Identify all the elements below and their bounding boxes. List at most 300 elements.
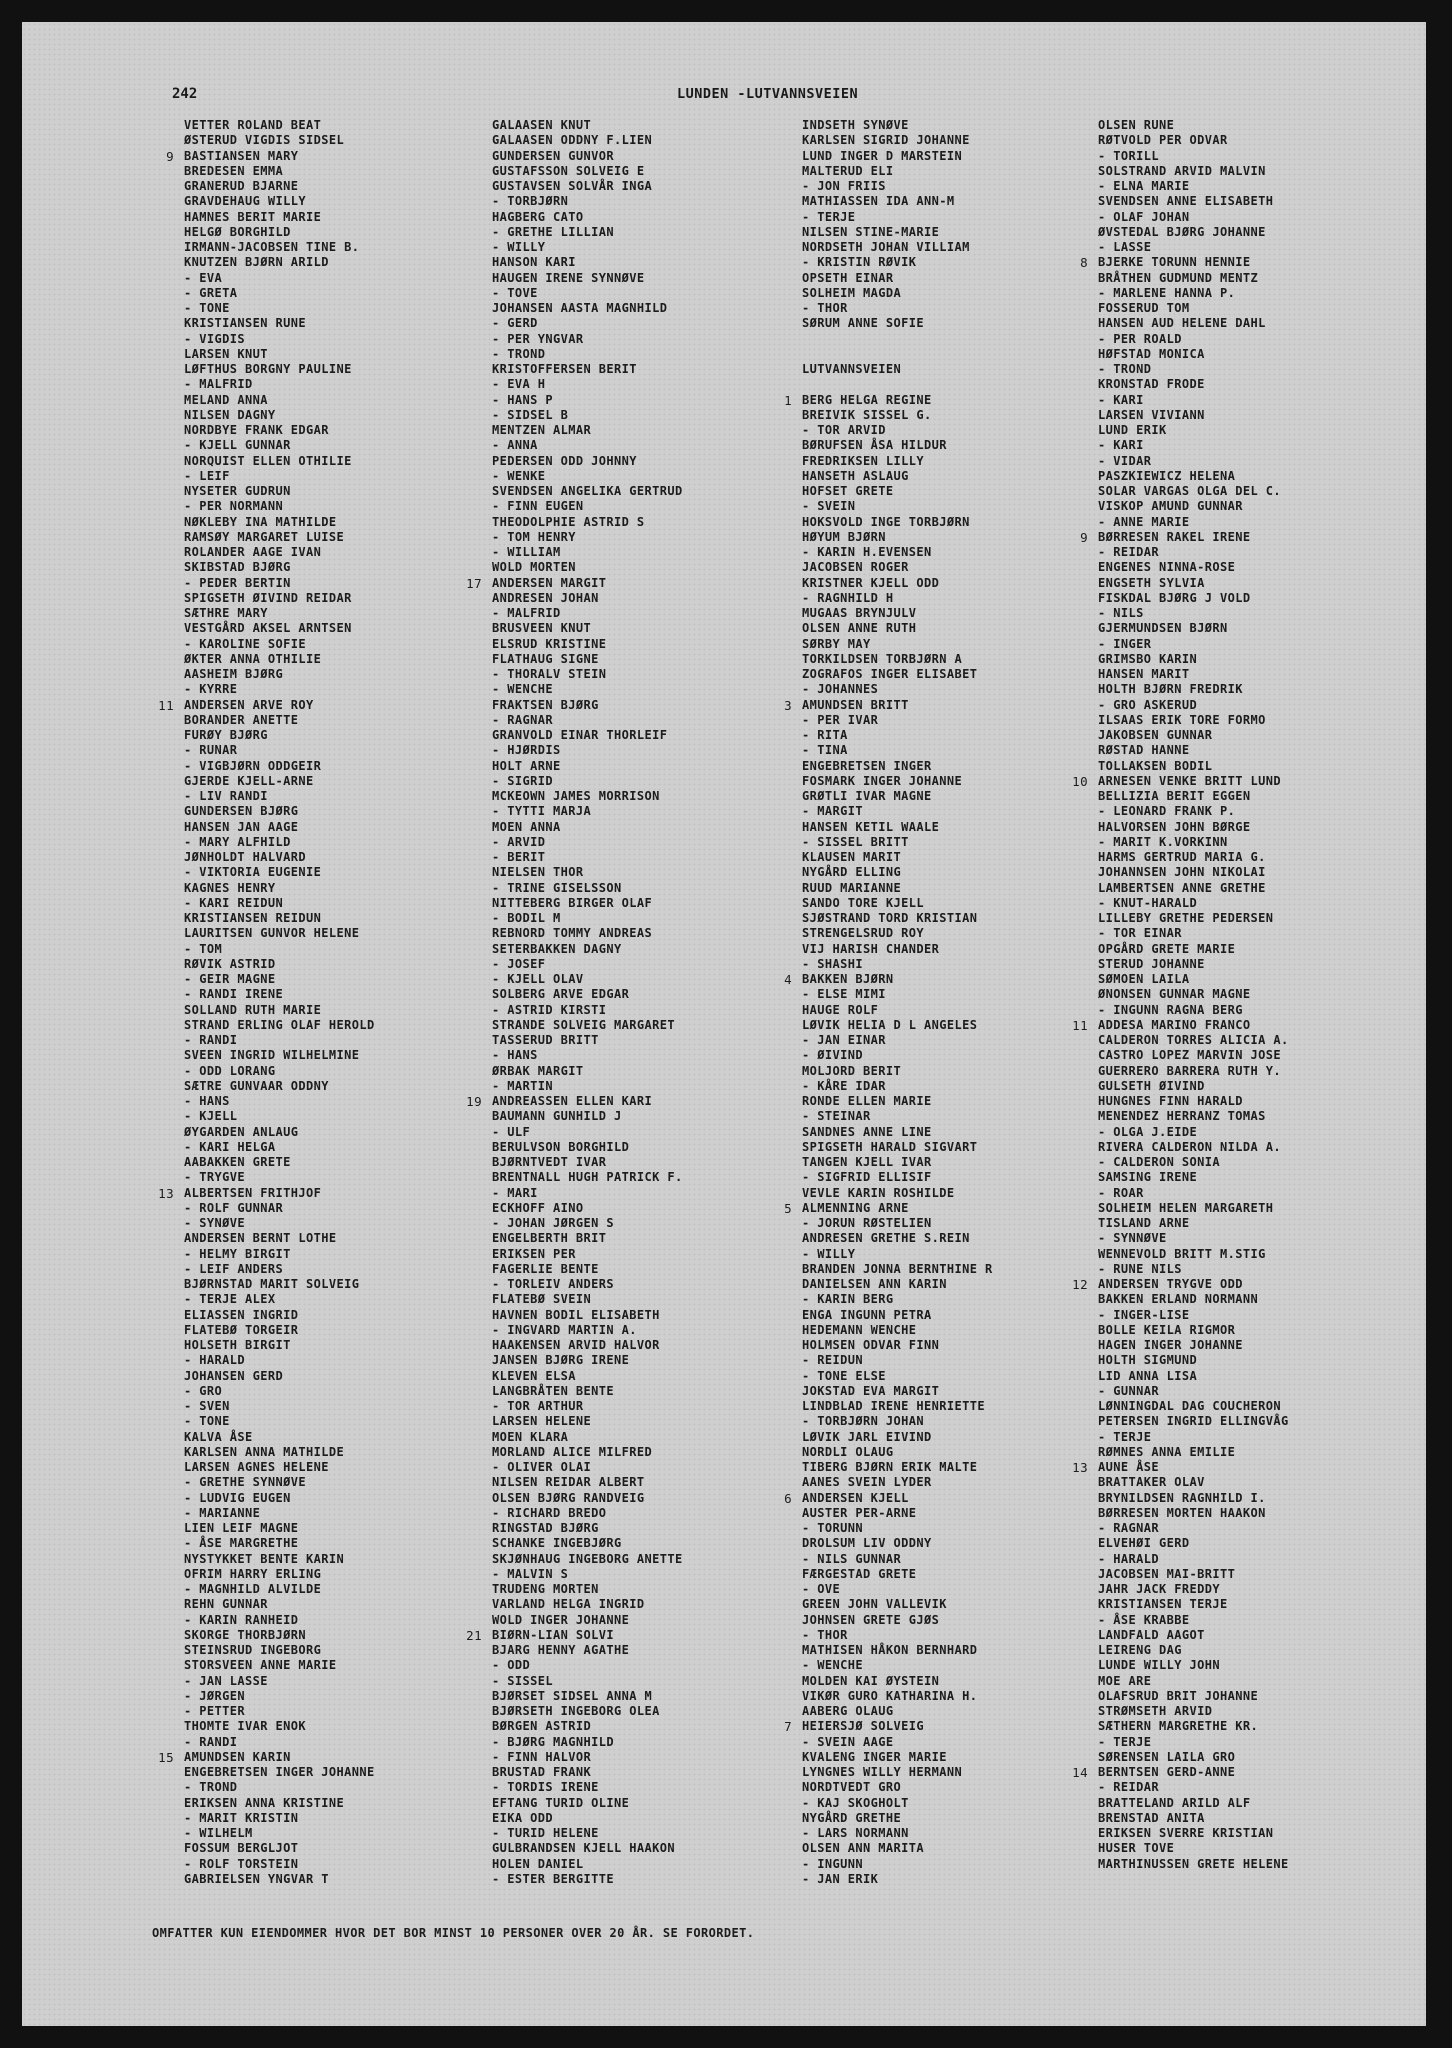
resident-entry bbox=[492, 1170, 683, 1185]
resident-entry bbox=[784, 1719, 993, 1735]
resident-entry bbox=[802, 682, 993, 697]
resident-entry bbox=[184, 713, 375, 728]
resident-entry bbox=[802, 1826, 993, 1841]
resident-name: GRANERUD BJARNE bbox=[184, 179, 299, 193]
resident-entry bbox=[184, 1262, 375, 1277]
resident-name: - FINN HALVOR bbox=[492, 1749, 592, 1764]
resident-name: - OLIVER OLAI bbox=[492, 1460, 592, 1474]
resident-entry bbox=[184, 1445, 375, 1460]
resident-entry bbox=[802, 576, 993, 591]
resident-name: - GERD bbox=[492, 316, 538, 331]
resident-name: ANDRESEN JOHAN bbox=[492, 590, 599, 605]
resident-entry bbox=[1098, 316, 1289, 331]
resident-entry bbox=[1098, 713, 1289, 728]
resident-entry bbox=[1098, 652, 1289, 667]
resident-name: HOLTH SIGMUND bbox=[1098, 1353, 1198, 1368]
resident-entry bbox=[802, 774, 993, 789]
resident-entry bbox=[802, 1079, 993, 1094]
resident-entry bbox=[1098, 1201, 1289, 1216]
resident-entry bbox=[1098, 1491, 1289, 1506]
resident-name: - PER NORMANN bbox=[184, 499, 284, 514]
resident-name: - GRO ASKERUD bbox=[1098, 697, 1198, 712]
resident-entry bbox=[184, 1872, 375, 1887]
resident-entry bbox=[802, 408, 993, 423]
resident-entry bbox=[784, 697, 993, 713]
resident-entry bbox=[492, 1796, 683, 1811]
resident-name: - ASTRID KIRSTI bbox=[492, 1002, 607, 1017]
resident-entry bbox=[802, 499, 993, 514]
resident-entry bbox=[1098, 454, 1289, 469]
resident-name: - WILLIAM bbox=[492, 545, 561, 559]
resident-name: - TOR EINAR bbox=[1098, 926, 1182, 941]
resident-entry bbox=[184, 1003, 375, 1018]
resident-entry bbox=[1098, 1414, 1289, 1429]
resident-entry bbox=[184, 1475, 375, 1490]
resident-entry bbox=[492, 1643, 683, 1658]
resident-entry bbox=[184, 1018, 375, 1033]
house-number: 17 bbox=[466, 575, 482, 591]
resident-entry bbox=[184, 1140, 375, 1155]
resident-name: STORSVEEN ANNE MARIE bbox=[184, 1658, 337, 1673]
resident-name: BJERKE TORUNN HENNIE bbox=[1098, 255, 1251, 270]
resident-entry bbox=[802, 820, 993, 835]
resident-entry bbox=[184, 759, 375, 774]
resident-name: - GRETHE LILLIAN bbox=[492, 224, 614, 239]
resident-entry bbox=[184, 1643, 375, 1658]
resident-name: - PETTER bbox=[184, 1704, 245, 1718]
resident-name: VESTGÅRD AKSEL ARNTSEN bbox=[184, 621, 352, 636]
resident-entry bbox=[802, 164, 993, 179]
resident-name: VIKØR GURO KATHARINA H. bbox=[802, 1688, 978, 1703]
resident-name: - THORALV STEIN bbox=[492, 667, 607, 681]
resident-name: - HARALD bbox=[184, 1353, 245, 1368]
resident-name: ANDREASSEN ELLEN KARI bbox=[492, 1094, 653, 1108]
resident-name: - ODD LORANG bbox=[184, 1063, 276, 1078]
resident-entry bbox=[184, 850, 375, 865]
resident-name: - SIDSEL B bbox=[492, 407, 569, 422]
resident-entry bbox=[492, 225, 683, 240]
resident-name: KRISTIANSEN TERJE bbox=[1098, 1597, 1228, 1612]
resident-name: ALBERTSEN FRITHJOF bbox=[184, 1185, 322, 1200]
resident-entry bbox=[802, 911, 993, 926]
resident-entry bbox=[492, 301, 683, 316]
resident-name: - INGUNN RAGNA BERG bbox=[1098, 1002, 1243, 1017]
resident-name: OFRIM HARRY ERLING bbox=[184, 1566, 322, 1581]
resident-entry bbox=[492, 347, 683, 362]
resident-name: - TERJE bbox=[802, 209, 856, 224]
resident-name: - BJØRG MAGNHILD bbox=[492, 1734, 614, 1749]
resident-name: - KÅRE IDAR bbox=[802, 1078, 886, 1093]
resident-entry bbox=[802, 881, 993, 896]
resident-name: - BODIL M bbox=[492, 911, 561, 925]
resident-name: NØKLEBY INA MATHILDE bbox=[184, 514, 337, 529]
resident-name: NORDTVEDT GRO bbox=[802, 1780, 902, 1795]
resident-entry bbox=[1098, 1704, 1289, 1719]
resident-entry bbox=[492, 667, 683, 682]
resident-entry bbox=[1098, 850, 1289, 865]
resident-name: LUNDE WILLY JOHN bbox=[1098, 1658, 1220, 1673]
resident-name: - KYRRE bbox=[184, 682, 238, 697]
resident-entry bbox=[802, 179, 993, 194]
resident-entry bbox=[1098, 377, 1289, 392]
resident-entry bbox=[802, 1689, 993, 1704]
resident-entry bbox=[184, 1597, 375, 1612]
resident-name: SØMOEN LAILA bbox=[1098, 972, 1190, 986]
resident-name: GABRIELSEN YNGVAR T bbox=[184, 1871, 329, 1886]
resident-name: JOHANSEN AASTA MAGNHILD bbox=[492, 301, 668, 315]
resident-entry bbox=[1098, 1658, 1289, 1673]
resident-entry bbox=[492, 1247, 683, 1262]
resident-entry bbox=[492, 393, 683, 408]
resident-entry bbox=[802, 1872, 993, 1887]
resident-entry bbox=[184, 1308, 375, 1323]
resident-entry bbox=[492, 1338, 683, 1353]
resident-name: LUND INGER D MARSTEIN bbox=[802, 148, 963, 163]
resident-name: - TORBJØRN bbox=[492, 194, 569, 209]
resident-entry bbox=[1098, 423, 1289, 438]
house-number: 4 bbox=[784, 972, 792, 987]
resident-name: - WENCHE bbox=[492, 682, 553, 697]
column-4 bbox=[1072, 118, 1289, 1872]
resident-entry bbox=[784, 972, 993, 987]
resident-name: - GRETHE SYNNØVE bbox=[184, 1475, 306, 1490]
resident-entry bbox=[1098, 1857, 1289, 1872]
resident-name: - VIDAR bbox=[1098, 453, 1152, 468]
resident-entry bbox=[492, 332, 683, 347]
resident-entry bbox=[1098, 560, 1289, 575]
resident-name: LIEN LEIF MAGNE bbox=[184, 1521, 299, 1535]
resident-name: GULSETH ØIVIND bbox=[1098, 1078, 1205, 1093]
resident-name: BJARG HENNY AGATHE bbox=[492, 1643, 630, 1657]
resident-name: ØRBAK MARGIT bbox=[492, 1063, 584, 1078]
resident-name: - TINA bbox=[802, 743, 848, 758]
resident-name: - TOM HENRY bbox=[492, 529, 576, 544]
resident-name: FOSMARK INGER JOHANNE bbox=[802, 773, 963, 788]
resident-name: OPGÅRD GRETE MARIE bbox=[1098, 941, 1236, 956]
resident-name: FLATEBØ SVEIN bbox=[492, 1292, 592, 1307]
resident-name: VARLAND HELGA INGRID bbox=[492, 1597, 645, 1612]
resident-name: - TRYGVE bbox=[184, 1170, 245, 1185]
resident-entry bbox=[492, 255, 683, 270]
resident-name: GALAASEN ODDNY F.LIEN bbox=[492, 133, 653, 148]
resident-name: - SIGRID bbox=[492, 773, 553, 788]
resident-name: OLSEN RUNE bbox=[1098, 118, 1175, 132]
resident-name: KLEVEN ELSA bbox=[492, 1368, 576, 1383]
resident-name: - VIKTORIA EUGENIE bbox=[184, 865, 322, 880]
resident-entry bbox=[184, 515, 375, 530]
resident-entry bbox=[1098, 545, 1289, 560]
resident-entry bbox=[184, 606, 375, 621]
resident-name: - MALFRID bbox=[492, 606, 561, 620]
resident-entry bbox=[184, 499, 375, 514]
resident-name: NORDBYE FRANK EDGAR bbox=[184, 423, 329, 437]
resident-entry bbox=[184, 1719, 375, 1734]
resident-entry bbox=[1098, 484, 1289, 499]
resident-entry bbox=[492, 1155, 683, 1170]
resident-name: - ÅSE MARGRETHE bbox=[184, 1536, 299, 1551]
resident-name: LILLEBY GRETHE PEDERSEN bbox=[1098, 911, 1274, 925]
resident-name: - JORUN RØSTELIEN bbox=[802, 1216, 932, 1230]
resident-name: SKJØNHAUG INGEBORG ANETTE bbox=[492, 1551, 683, 1566]
resident-entry bbox=[1098, 926, 1289, 941]
resident-entry bbox=[1098, 1841, 1289, 1856]
resident-name: TOLLAKSEN BODIL bbox=[1098, 758, 1213, 773]
resident-name: OLAFSRUD BRIT JOHANNE bbox=[1098, 1688, 1259, 1703]
resident-entry bbox=[492, 713, 683, 728]
resident-entry bbox=[802, 652, 993, 667]
resident-entry bbox=[492, 1033, 683, 1048]
resident-entry bbox=[492, 469, 683, 484]
resident-name: STEINSRUD INGEBORG bbox=[184, 1643, 322, 1657]
resident-name: LØVIK HELIA D L ANGELES bbox=[802, 1017, 978, 1032]
resident-entry bbox=[184, 271, 375, 286]
resident-entry bbox=[492, 1048, 683, 1063]
resident-name: - KJELL OLAV bbox=[492, 972, 584, 986]
resident-entry bbox=[1098, 1140, 1289, 1155]
resident-entry bbox=[802, 1399, 993, 1414]
resident-name: SØRUM ANNE SOFIE bbox=[802, 316, 924, 331]
resident-name: RAMSØY MARGARET LUISE bbox=[184, 529, 345, 544]
resident-name: ERIKSEN SVERRE KRISTIAN bbox=[1098, 1826, 1274, 1840]
resident-name: ENGA INGUNN PETRA bbox=[802, 1307, 932, 1322]
resident-name: THOMTE IVAR ENOK bbox=[184, 1719, 306, 1734]
resident-entry bbox=[492, 1521, 683, 1536]
resident-name: ANDERSEN ARVE ROY bbox=[184, 697, 314, 712]
resident-name: GJERDE KJELL-ARNE bbox=[184, 773, 314, 788]
resident-name: VISKOP AMUND GUNNAR bbox=[1098, 499, 1243, 514]
resident-name: KRISTNER KJELL ODD bbox=[802, 575, 940, 590]
resident-entry bbox=[1098, 515, 1289, 530]
resident-entry bbox=[802, 118, 993, 133]
resident-name: KALVA ÅSE bbox=[184, 1429, 253, 1444]
house-number: 6 bbox=[784, 1490, 792, 1506]
house-number: 11 bbox=[1072, 1017, 1088, 1033]
resident-entry bbox=[492, 637, 683, 652]
resident-entry bbox=[492, 1735, 683, 1750]
resident-entry bbox=[802, 1475, 993, 1490]
resident-name: HØYUM BJØRN bbox=[802, 529, 886, 544]
resident-entry bbox=[784, 392, 993, 408]
resident-entry bbox=[184, 438, 375, 453]
resident-entry bbox=[1098, 1186, 1289, 1201]
resident-entry bbox=[184, 987, 375, 1002]
resident-name: GUNDERSEN GUNVOR bbox=[492, 148, 614, 163]
resident-entry bbox=[1098, 1826, 1289, 1841]
resident-name: - ELNA MARIE bbox=[1098, 179, 1190, 193]
resident-name: MUGAAS BRYNJULV bbox=[802, 606, 917, 620]
resident-name: - EVA bbox=[184, 270, 223, 285]
resident-name: - REIDUN bbox=[802, 1353, 863, 1368]
resident-name: BRANDEN JONNA BERNTHINE R bbox=[802, 1261, 993, 1276]
house-number: 9 bbox=[1080, 529, 1088, 545]
resident-name: - MARIT KRISTIN bbox=[184, 1810, 299, 1825]
resident-entry bbox=[802, 865, 993, 880]
resident-name: - RAGNAR bbox=[1098, 1521, 1159, 1535]
resident-name: KVALENG INGER MARIE bbox=[802, 1749, 947, 1764]
resident-entry bbox=[492, 1613, 683, 1628]
resident-name: HANSEN MARIT bbox=[1098, 667, 1190, 681]
resident-entry bbox=[184, 1674, 375, 1689]
resident-name: BAUMANN GUNHILD J bbox=[492, 1109, 622, 1124]
resident-entry bbox=[184, 1628, 375, 1643]
resident-entry bbox=[802, 438, 993, 453]
resident-name: SPIGSETH HARALD SIGVART bbox=[802, 1139, 978, 1154]
resident-entry bbox=[802, 1765, 993, 1780]
resident-name: BRUSVEEN KNUT bbox=[492, 621, 592, 636]
resident-entry bbox=[184, 1216, 375, 1231]
resident-entry bbox=[492, 1826, 683, 1841]
resident-entry bbox=[492, 210, 683, 225]
resident-name: KRONSTAD FRODE bbox=[1098, 377, 1205, 392]
resident-entry bbox=[802, 1384, 993, 1399]
resident-name: - HANS bbox=[184, 1094, 230, 1108]
resident-entry bbox=[1098, 743, 1289, 758]
resident-entry bbox=[184, 835, 375, 850]
resident-entry bbox=[158, 697, 375, 713]
resident-entry bbox=[1098, 362, 1289, 377]
resident-entry bbox=[492, 1109, 683, 1124]
resident-name: MALTERUD ELI bbox=[802, 163, 894, 178]
resident-entry bbox=[492, 957, 683, 972]
blank-line bbox=[802, 332, 993, 347]
resident-entry bbox=[1098, 1216, 1289, 1231]
resident-name: CALDERON TORRES ALICIA A. bbox=[1098, 1033, 1289, 1047]
resident-entry bbox=[466, 1627, 683, 1643]
resident-name: - SISSEL BRITT bbox=[802, 834, 909, 849]
resident-name: - HJØRDIS bbox=[492, 743, 561, 758]
resident-name: - KAJ SKOGHOLT bbox=[802, 1795, 909, 1810]
resident-entry bbox=[492, 606, 683, 621]
resident-name: PASZKIEWICZ HELENA bbox=[1098, 468, 1236, 483]
resident-name: - BERIT bbox=[492, 850, 546, 864]
resident-entry bbox=[184, 1552, 375, 1567]
resident-name: FÆRGESTAD GRETE bbox=[802, 1566, 917, 1581]
column-1 bbox=[158, 118, 375, 1887]
resident-entry bbox=[184, 530, 375, 545]
resident-entry bbox=[492, 530, 683, 545]
resident-name: - MAGNHILD ALVILDE bbox=[184, 1582, 322, 1596]
resident-name: - INGUNN bbox=[802, 1856, 863, 1871]
resident-entry bbox=[184, 210, 375, 225]
resident-name: BRATTELAND ARILD ALF bbox=[1098, 1795, 1251, 1810]
resident-entry bbox=[1098, 606, 1289, 621]
house-number: 11 bbox=[158, 697, 174, 713]
resident-name: FOSSERUD TOM bbox=[1098, 301, 1190, 315]
resident-name: BØRRESEN MORTEN HAAKON bbox=[1098, 1505, 1266, 1520]
resident-name: JOHANSEN GERD bbox=[184, 1368, 284, 1383]
resident-entry bbox=[492, 1674, 683, 1689]
resident-entry bbox=[184, 1353, 375, 1368]
resident-name: - SYNØVE bbox=[184, 1216, 245, 1230]
resident-name: JAHR JACK FREDDY bbox=[1098, 1582, 1220, 1596]
resident-name: - PER YNGVAR bbox=[492, 331, 584, 346]
resident-entry bbox=[184, 1780, 375, 1795]
resident-entry bbox=[1098, 1552, 1289, 1567]
resident-name: - ANNE MARIE bbox=[1098, 514, 1190, 529]
resident-entry bbox=[802, 606, 993, 621]
resident-entry bbox=[802, 1323, 993, 1338]
resident-name: MORLAND ALICE MILFRED bbox=[492, 1444, 653, 1459]
resident-name: RINGSTAD BJØRG bbox=[492, 1521, 599, 1535]
resident-name: AASHEIM BJØRG bbox=[184, 667, 284, 681]
resident-entry bbox=[184, 225, 375, 240]
resident-entry bbox=[802, 133, 993, 148]
resident-entry bbox=[1098, 1170, 1289, 1185]
resident-entry bbox=[1098, 1079, 1289, 1094]
resident-name: KARLSEN SIGRID JOHANNE bbox=[802, 133, 970, 148]
resident-name: - SIGFRID ELLISIF bbox=[802, 1170, 932, 1185]
resident-name: JACOBSEN ROGER bbox=[802, 560, 909, 575]
resident-name: GUSTAVSEN SOLVÅR INGA bbox=[492, 179, 653, 193]
resident-name: - RAGNAR bbox=[492, 712, 553, 727]
resident-name: HUNGNES FINN HARALD bbox=[1098, 1094, 1243, 1108]
resident-name: LARSEN KNUT bbox=[184, 346, 268, 361]
resident-name: HANSETH ASLAUG bbox=[802, 468, 909, 483]
resident-name: ANDERSEN BERNT LOTHE bbox=[184, 1231, 337, 1246]
resident-entry bbox=[802, 1811, 993, 1826]
resident-entry bbox=[802, 1216, 993, 1231]
resident-entry bbox=[492, 179, 683, 194]
resident-entry bbox=[492, 1811, 683, 1826]
resident-name: NORQUIST ELLEN OTHILIE bbox=[184, 453, 352, 468]
resident-name: REBNORD TOMMY ANDREAS bbox=[492, 926, 653, 941]
resident-entry bbox=[802, 1186, 993, 1201]
resident-name: LARSEN VIVIANN bbox=[1098, 407, 1205, 422]
resident-name: SOLHEIM MAGDA bbox=[802, 285, 902, 300]
resident-entry bbox=[492, 454, 683, 469]
resident-entry bbox=[184, 1399, 375, 1414]
resident-name: - MARTIN bbox=[492, 1078, 553, 1093]
resident-name: - TORDIS IRENE bbox=[492, 1780, 599, 1795]
resident-name: - JON FRIIS bbox=[802, 179, 886, 193]
resident-entry bbox=[1098, 682, 1289, 697]
resident-entry bbox=[1098, 1613, 1289, 1628]
resident-name: RUUD MARIANNE bbox=[802, 880, 902, 895]
resident-entry bbox=[184, 728, 375, 743]
resident-name: NITTEBERG BIRGER OLAF bbox=[492, 895, 653, 910]
resident-entry bbox=[802, 1643, 993, 1658]
resident-name: MOEN KLARA bbox=[492, 1429, 569, 1444]
resident-name: - LEIF ANDERS bbox=[184, 1261, 284, 1276]
resident-name: ERIKSEN ANNA KRISTINE bbox=[184, 1795, 345, 1810]
resident-name: ELSRUD KRISTINE bbox=[492, 636, 607, 651]
resident-entry bbox=[492, 987, 683, 1002]
resident-entry bbox=[1072, 773, 1289, 789]
resident-name: SÆTHERN MARGRETHE KR. bbox=[1098, 1719, 1259, 1734]
resident-name: - WILHELM bbox=[184, 1826, 253, 1840]
resident-entry bbox=[184, 164, 375, 179]
resident-name: - OVE bbox=[802, 1582, 841, 1596]
resident-name: MOEN ANNA bbox=[492, 819, 561, 834]
resident-name: - KARI bbox=[1098, 392, 1144, 407]
resident-name: STRANDE SOLVEIG MARGARET bbox=[492, 1017, 675, 1032]
resident-entry bbox=[492, 1125, 683, 1140]
resident-entry bbox=[184, 1491, 375, 1506]
resident-entry bbox=[802, 1048, 993, 1063]
resident-entry bbox=[492, 896, 683, 911]
resident-name: BOLLE KEILA RIGMOR bbox=[1098, 1322, 1236, 1337]
resident-name: MOLJORD BERIT bbox=[802, 1063, 902, 1078]
resident-entry bbox=[184, 1430, 375, 1445]
resident-name: - THOR bbox=[802, 1627, 848, 1642]
resident-entry bbox=[184, 1414, 375, 1429]
resident-entry bbox=[184, 621, 375, 636]
resident-entry bbox=[492, 743, 683, 758]
resident-entry bbox=[184, 194, 375, 209]
resident-name: LARSEN AGNES HELENE bbox=[184, 1460, 329, 1474]
resident-name: MCKEOWN JAMES MORRISON bbox=[492, 789, 660, 803]
resident-name: LANDFALD AAGOT bbox=[1098, 1627, 1205, 1642]
